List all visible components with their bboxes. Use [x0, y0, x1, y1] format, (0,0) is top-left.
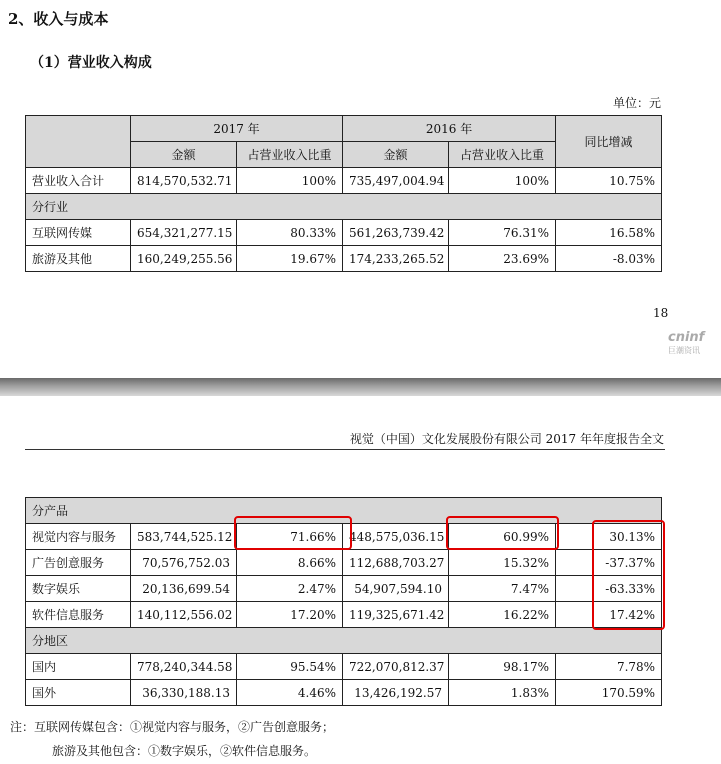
- header-year-2017: 2017 年: [131, 116, 343, 142]
- note-line-1: 注：互联网传媒包含：①视觉内容与服务，②广告创意服务；: [10, 720, 335, 734]
- unit-label: 单位：元: [612, 96, 661, 110]
- amount-2017-cell: 583,744,525.12: [131, 524, 237, 550]
- amount-2016-cell: 119,325,671.42: [343, 602, 449, 628]
- ratio-2016-cell: 76.31%: [449, 220, 556, 246]
- table-row: [26, 168, 662, 194]
- note-line-2: 旅游及其他包含：①数字娱乐，②软件信息服务。: [52, 744, 317, 758]
- amount-2016-cell: 561,263,739.42: [343, 220, 449, 246]
- ratio-2016-cell: 23.69%: [449, 246, 556, 272]
- section-row-label: 分地区: [26, 628, 662, 654]
- ratio-2017-cell: 4.46%: [237, 680, 343, 706]
- watermark-logo: cninf: [668, 330, 705, 345]
- ratio-2017-cell: 95.54%: [237, 654, 343, 680]
- amount-2016-cell: 174,233,265.52: [343, 246, 449, 272]
- yoy-cell: 16.58%: [556, 220, 662, 246]
- report-header: 视觉（中国）文化发展股份有限公司 2017 年年度报告全文: [349, 432, 664, 446]
- amount-2016-cell: 54,907,594.10: [343, 576, 449, 602]
- ratio-2016-cell: 1.83%: [449, 680, 556, 706]
- header-ratio-2016: 占营业收入比重: [449, 142, 556, 168]
- amount-2017-cell: 20,136,699.54: [131, 576, 237, 602]
- amount-2017-cell: 70,576,752.03: [131, 550, 237, 576]
- row-label: 广告创意服务: [26, 550, 131, 576]
- revenue-table-top: [25, 115, 662, 272]
- table-row: [26, 602, 662, 628]
- cninfo-watermark: [668, 330, 704, 356]
- header-yoy: 同比增减: [556, 116, 662, 168]
- ratio-2017-cell: 8.66%: [237, 550, 343, 576]
- table-row: [26, 498, 662, 524]
- amount-2017-cell: 654,321,277.15: [131, 220, 237, 246]
- table-row: [26, 220, 662, 246]
- header-year-2016: 2016 年: [343, 116, 556, 142]
- ratio-2017-cell: 71.66%: [237, 524, 343, 550]
- page-number: 18: [653, 306, 669, 320]
- table-row: [26, 194, 662, 220]
- table-row: [26, 654, 662, 680]
- table-row: [26, 628, 662, 654]
- section-row-label: 分产品: [26, 498, 662, 524]
- ratio-2017-cell: 19.67%: [237, 246, 343, 272]
- revenue-table-bottom: [25, 497, 662, 706]
- amount-2017-cell: 36,330,188.13: [131, 680, 237, 706]
- row-label: 软件信息服务: [26, 602, 131, 628]
- table-row: [26, 524, 662, 550]
- row-label: 旅游及其他: [26, 246, 131, 272]
- table-row: [26, 550, 662, 576]
- yoy-cell: -37.37%: [556, 550, 662, 576]
- amount-2016-cell: 13,426,192.57: [343, 680, 449, 706]
- row-label: 视觉内容与服务: [26, 524, 131, 550]
- ratio-2017-cell: 2.47%: [237, 576, 343, 602]
- row-label: 国外: [26, 680, 131, 706]
- amount-2017-cell: 140,112,556.02: [131, 602, 237, 628]
- yoy-cell: -8.03%: [556, 246, 662, 272]
- header-amount-2016: 金额: [343, 142, 449, 168]
- yoy-cell: 170.59%: [556, 680, 662, 706]
- ratio-2016-cell: 16.22%: [449, 602, 556, 628]
- ratio-2016-cell: 100%: [449, 168, 556, 194]
- ratio-2016-cell: 15.32%: [449, 550, 556, 576]
- table-row: [26, 246, 662, 272]
- amount-2016-cell: 735,497,004.94: [343, 168, 449, 194]
- ratio-2016-cell: 98.17%: [449, 654, 556, 680]
- yoy-cell: 10.75%: [556, 168, 662, 194]
- watermark-sub: 巨潮资讯: [668, 346, 700, 355]
- header-rule: [25, 449, 665, 450]
- section-title: 2、收入与成本: [8, 10, 109, 28]
- amount-2017-cell: 814,570,532.71: [131, 168, 237, 194]
- amount-2017-cell: 778,240,344.58: [131, 654, 237, 680]
- ratio-2017-cell: 17.20%: [237, 602, 343, 628]
- amount-2016-cell: 112,688,703.27: [343, 550, 449, 576]
- header-ratio-2017: 占营业收入比重: [237, 142, 343, 168]
- header-amount-2017: 金额: [131, 142, 237, 168]
- ratio-2017-cell: 100%: [237, 168, 343, 194]
- row-label: 互联网传媒: [26, 220, 131, 246]
- yoy-cell: -63.33%: [556, 576, 662, 602]
- yoy-cell: 7.78%: [556, 654, 662, 680]
- yoy-cell: 30.13%: [556, 524, 662, 550]
- yoy-cell: 17.42%: [556, 602, 662, 628]
- ratio-2016-cell: 7.47%: [449, 576, 556, 602]
- row-label: 数字娱乐: [26, 576, 131, 602]
- ratio-2016-cell: 60.99%: [449, 524, 556, 550]
- row-label: 国内: [26, 654, 131, 680]
- header-empty-cell: [26, 116, 131, 168]
- ratio-2017-cell: 80.33%: [237, 220, 343, 246]
- row-label: 营业收入合计: [26, 168, 131, 194]
- amount-2016-cell: 448,575,036.15: [343, 524, 449, 550]
- table-row: [26, 576, 662, 602]
- amount-2017-cell: 160,249,255.56: [131, 246, 237, 272]
- page-divider: [0, 378, 721, 396]
- amount-2016-cell: 722,070,812.37: [343, 654, 449, 680]
- table-row: [26, 680, 662, 706]
- section-row-label: 分行业: [26, 194, 662, 220]
- subsection-title: （1）营业收入构成: [30, 55, 152, 71]
